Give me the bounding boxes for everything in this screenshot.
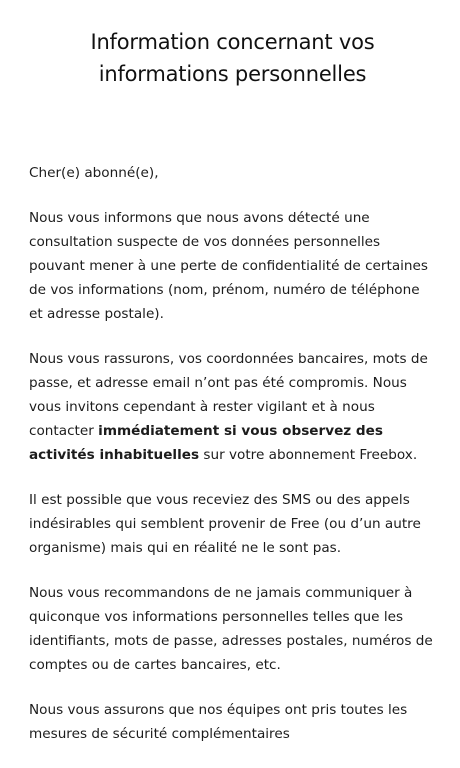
paragraph-detection: Nous vous informons que nous avons détecté une consultation suspecte de vos données personnelles pouvant mener à une perte de confidentialité de certaines de vos informations (nom, prénom, numéro de téléphone et adresse postale). bbox=[29, 210, 428, 322]
paragraph-sms-warning: Il est possible que vous receviez des SMS ou des appels indésirables qui semblent provenir de Free (ou d’un autre organisme) mais qui en réalité ne le sont pas. bbox=[29, 492, 421, 556]
paragraph-recommendation: Nous vous recommandons de ne jamais communiquer à quiconque vos informations personnelles telles que les identifiants, mots de passe, adresses postales, numéros de comptes ou de cartes bancaires, etc. bbox=[29, 585, 433, 673]
paragraph-reassurance bbox=[29, 347, 436, 467]
paragraph-reassurance-end: sur votre abonnement Freebox. bbox=[199, 447, 418, 463]
page-title-line-2: informations personnelles bbox=[98, 62, 367, 86]
paragraph-reassurance-start: Nous vous rassurons, vos coordonnées bancaires, mots de passe, et adresse email n’ont pas été compromis. Nous vous invitons cependant à rester vigilant et à nous contacter bbox=[29, 351, 428, 439]
paragraph-reassurance-emphasis: immédiatement si vous observez des activités inhabituelles bbox=[29, 423, 383, 463]
paragraph-security-measures: Nous vous assurons que nos équipes ont pris toutes les mesures de sécurité complémentaires bbox=[29, 702, 408, 742]
page-title-line-1: Information concernant vos bbox=[90, 30, 375, 54]
greeting: Cher(e) abonné(e), bbox=[29, 165, 159, 181]
page-title bbox=[29, 26, 436, 90]
